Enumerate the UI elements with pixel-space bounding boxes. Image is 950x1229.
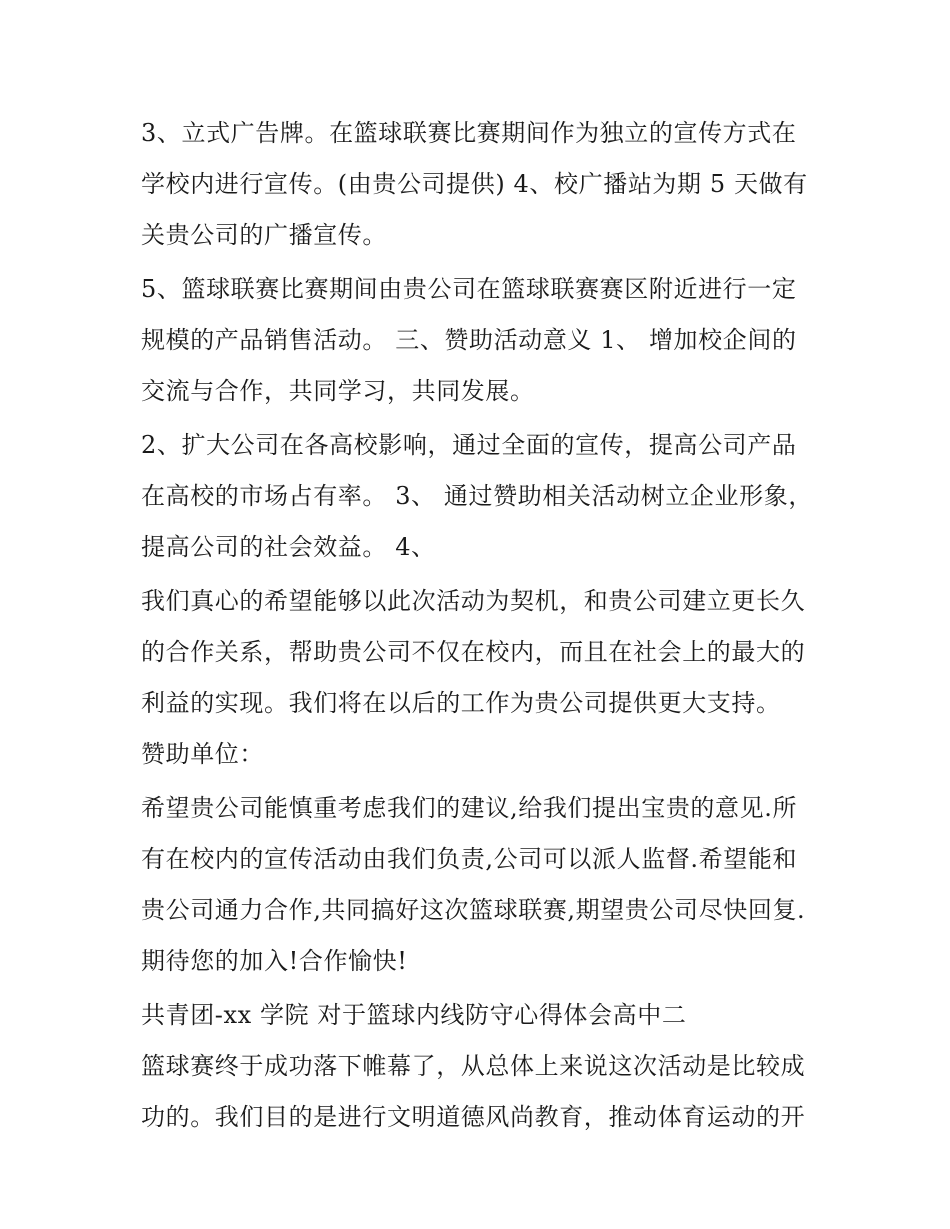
text-line: 规模的产品销售活动。 三、赞助活动意义 1、 增加校企间的 [141, 326, 797, 354]
text-line: 贵公司通力合作,共同搞好这次篮球联赛,期望贵公司尽快回复. [141, 896, 806, 924]
text-line: 希望贵公司能慎重考虑我们的建议,给我们提出宝贵的意见.所 [141, 794, 798, 822]
text-line: 提高公司的社会效益。 4、 [141, 533, 436, 561]
text-line: 功的。我们目的是进行文明道德风尚教育，推动体育运动的开 [141, 1103, 806, 1131]
text-line: 共青团-xx 学院 对于篮球内线防守心得体会高中二 [141, 1001, 687, 1029]
text-line: 学校内进行宣传。(由贵公司提供) 4、校广播站为期 5 天做有 [141, 170, 808, 198]
text-line: 在高校的市场占有率。 3、 通过赞助相关活动树立企业形象， [141, 482, 813, 510]
text-line: 交流与合作，共同学习，共同发展。 [141, 377, 535, 405]
text-line: 关贵公司的广播宣传。 [141, 221, 387, 249]
text-line: 赞助单位： [141, 740, 264, 768]
text-line: 利益的实现。我们将在以后的工作为贵公司提供更大支持。 [141, 689, 781, 717]
text-line: 2、扩大公司在各高校影响，通过全面的宣传，提高公司产品 [141, 431, 797, 459]
text-line: 的合作关系，帮助贵公司不仅在校内，而且在社会上的最大的 [141, 638, 806, 666]
text-line: 3、立式广告牌。在篮球联赛比赛期间作为独立的宣传方式在 [141, 119, 797, 147]
text-line: 我们真心的希望能够以此次活动为契机，和贵公司建立更长久 [141, 587, 806, 615]
text-line: 篮球赛终于成功落下帷幕了，从总体上来说这次活动是比较成 [141, 1052, 806, 1080]
text-line: 有在校内的宣传活动由我们负责,公司可以派人监督.希望能和 [141, 845, 798, 873]
document-body [141, 108, 821, 1143]
text-line: 5、篮球联赛比赛期间由贵公司在篮球联赛赛区附近进行一定 [141, 275, 797, 303]
text-line: 期待您的加入!合作愉快! [141, 947, 408, 975]
